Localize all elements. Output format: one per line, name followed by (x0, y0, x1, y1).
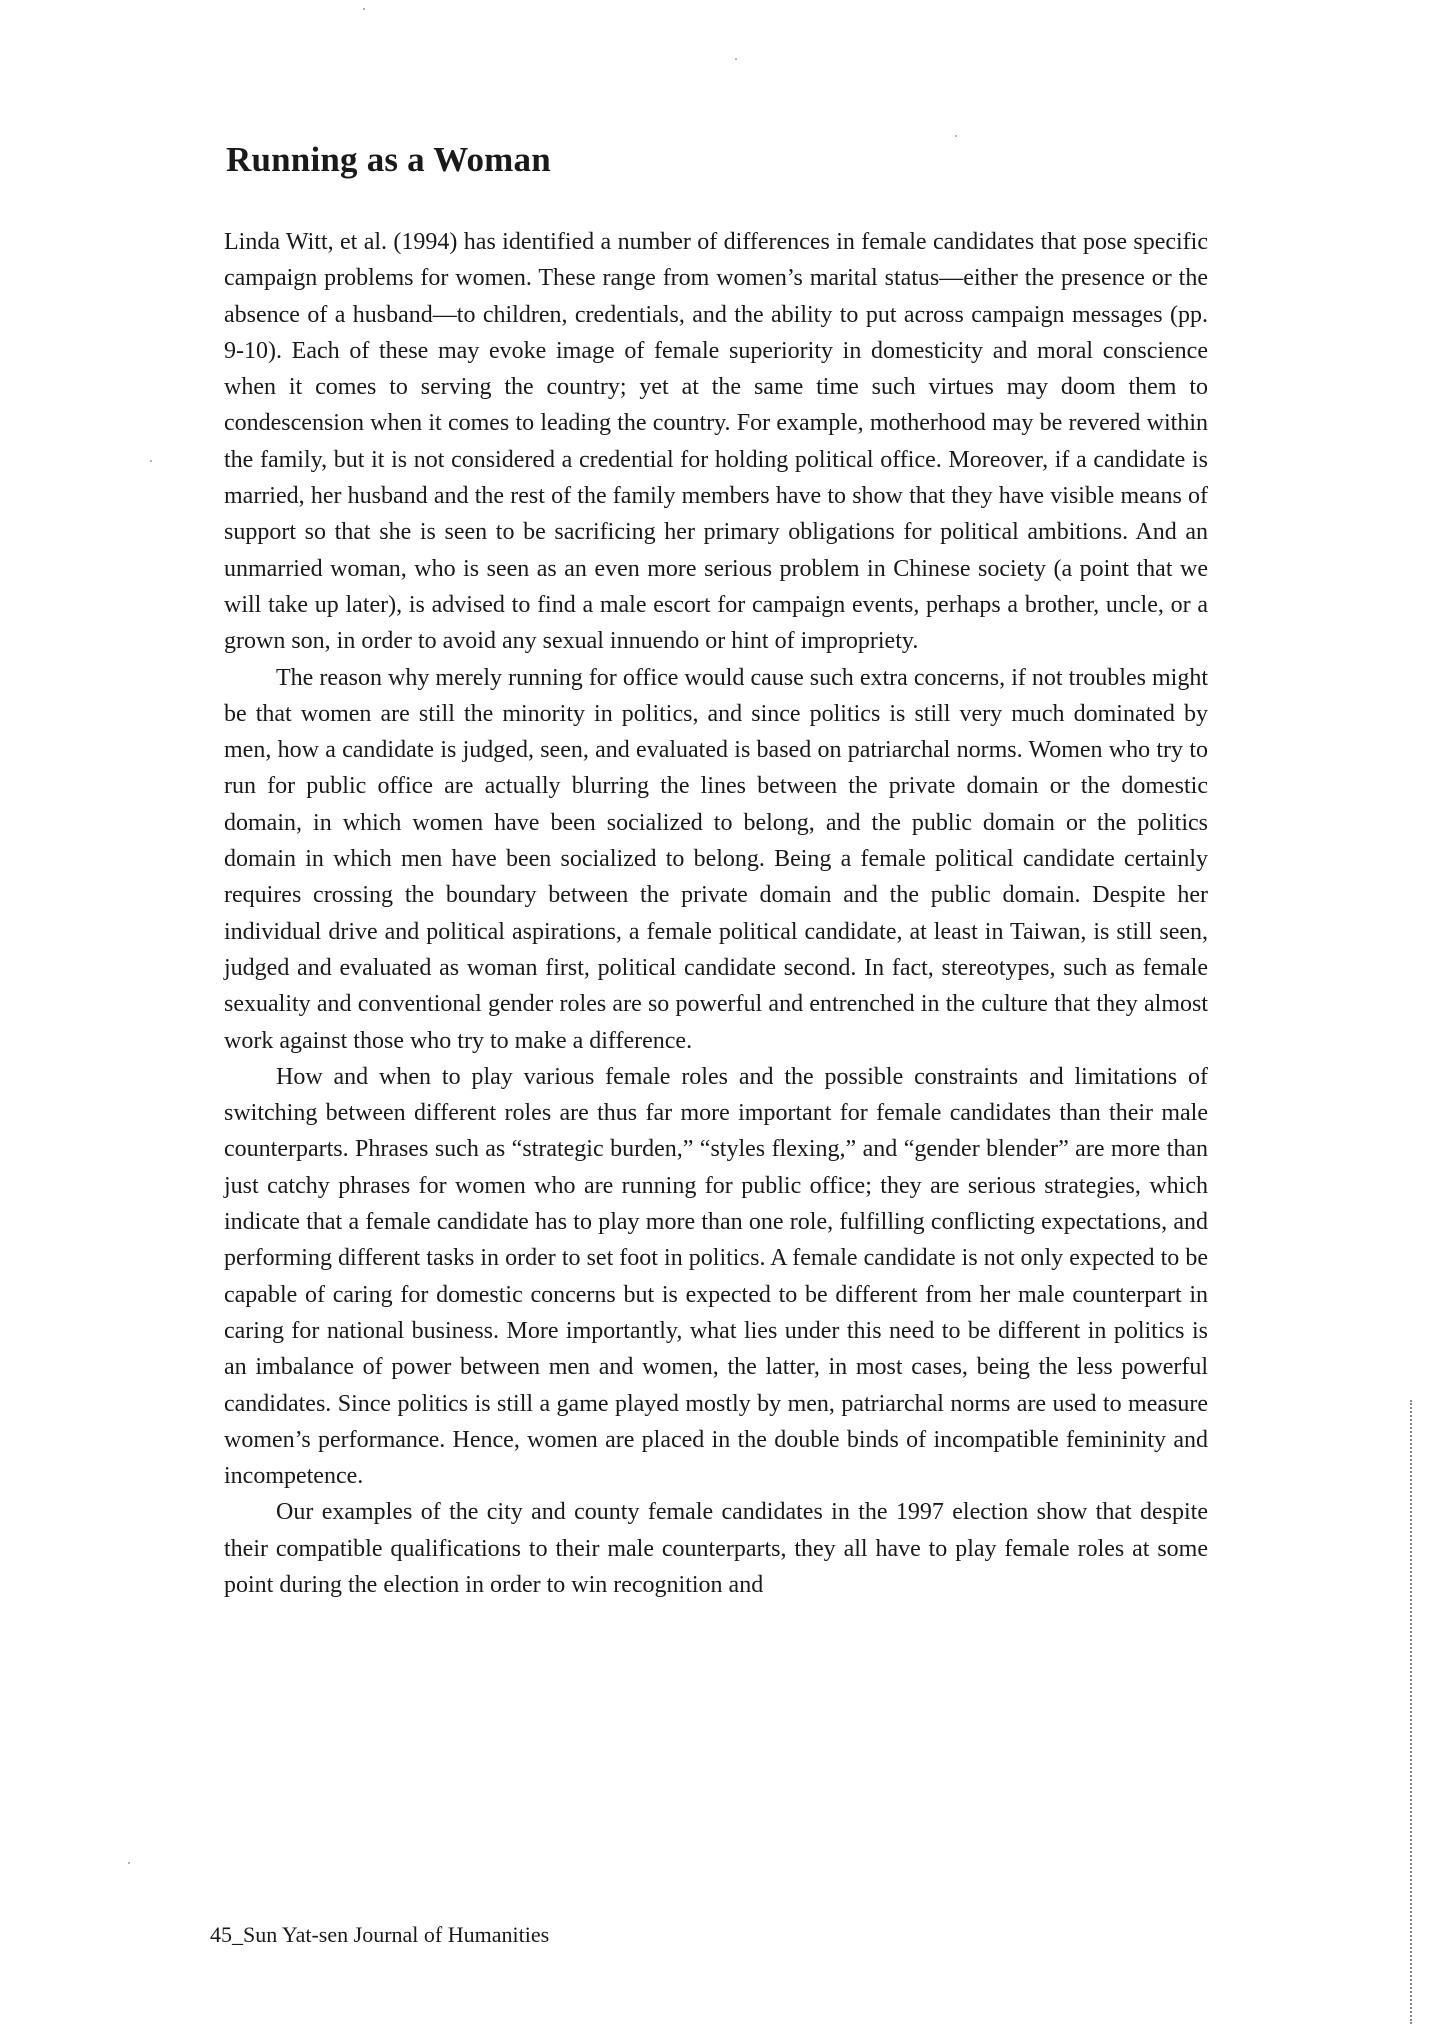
scan-edge-mark (1410, 1400, 1412, 2024)
scan-speck (955, 135, 957, 137)
scan-speck (150, 460, 152, 462)
body-text (224, 224, 1208, 1603)
section-title: Running as a Woman (226, 140, 551, 179)
paragraph-3: How and when to play various female roles and the possible constraints and limitations of switching between different roles are thus far more important for female candidates than their male counterparts. Phrases such as “strategic burden,” “styles flexing,” and “gender blender” are more than just catchy phrases for women who are running for public office; they are serious strategies, which indicate that a female candidate has to play more than one role, fulfilling conflicting expectations, and performing different tasks in order to set foot in politics. A female candidate is not only expected to be capable of caring for domestic concerns but is expected to be different from her male counterpart in caring for national business. More importantly, what lies under this need to be different in politics is an imbalance of power between men and women, the latter, in most cases, being the less powerful candidates. Since politics is still a game played mostly by men, patriarchal norms are used to measure women’s performance. Hence, women are placed in the double binds of incompatible femininity and incompetence. (224, 1063, 1208, 1490)
page-footer: 45_Sun Yat-sen Journal of Humanities (210, 1922, 550, 1947)
paragraph-1: Linda Witt, et al. (1994) has identified a number of differences in female candidates that pose specific campaign problems for women. These range from women’s marital status—either the presence or the absence of a husband—to children, credentials, and the ability to put across campaign messages (pp. 9-10). Each of these may evoke image of female superiority in domesticity and moral conscience when it comes to serving the country; yet at the same time such virtues may doom them to condescension when it comes to leading the country. For example, motherhood may be revered within the family, but it is not considered a credential for holding political office. Moreover, if a candidate is married, her husband and the rest of the family members have to show that they have visible means of support so that she is seen to be sacrificing her primary obligations for political ambitions. And an unmarried woman, who is seen as an even more serious problem in Chinese society (a point that we will take up later), is advised to find a male escort for campaign events, perhaps a brother, uncle, or a grown son, in order to avoid any sexual innuendo or hint of impropriety. (224, 229, 1208, 655)
paragraph-4: Our examples of the city and county female candidates in the 1997 election show that despite their compatible qualifications to their male counterparts, they all have to play female roles at some point during the election in order to win recognition and (224, 1499, 1208, 1598)
scan-speck (128, 1862, 130, 1864)
scan-speck (363, 8, 365, 10)
scan-speck (735, 58, 737, 60)
paragraph-2: The reason why merely running for office would cause such extra concerns, if not troubles might be that women are still the minority in politics, and since politics is still very much dominated by men, how a candidate is judged, seen, and evaluated is based on patriarchal norms. Women who try to run for public office are actually blurring the lines between the private domain or the domestic domain, in which women have been socialized to belong, and the public domain or the politics domain in which men have been socialized to belong. Being a female political candidate certainly requires crossing the boundary between the private domain and the public domain. Despite her individual drive and political aspirations, a female political candidate, at least in Taiwan, is still seen, judged and evaluated as woman first, political candidate second. In fact, stereotypes, such as female sexuality and conventional gender roles are so powerful and entrenched in the culture that they almost work against those who try to make a difference. (224, 664, 1208, 1054)
